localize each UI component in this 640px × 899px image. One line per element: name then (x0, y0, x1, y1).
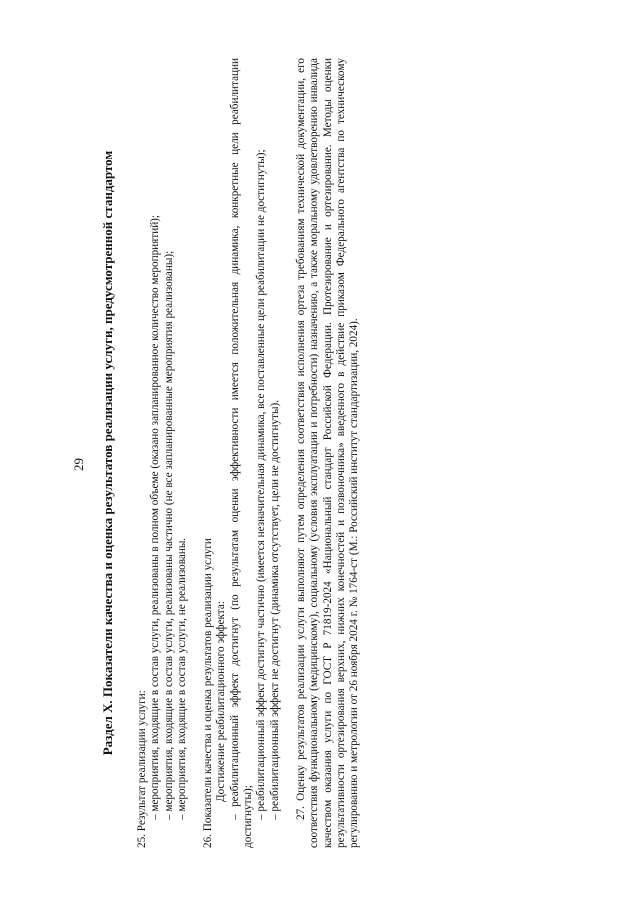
item-26-subheading: Достижение реабилитационного эффекта: (215, 601, 228, 802)
item-26-heading: 26. Показатели качества и оценка результатов реализации услуги (202, 538, 215, 848)
paragraph-gap (189, 58, 202, 848)
item-26-line: – реабилитационный эффект достигнут частично (имеется незначительная динамика, все поставленные цели реабилитации не достигнуты); (255, 149, 268, 820)
item-25-line: – мероприятия, входящие в состав услуги, реализованы в полном объеме (оказано запланированное количество мероприятий); (149, 214, 162, 820)
rotated-document-page (64, 58, 364, 848)
page-number: 29 (71, 458, 86, 471)
item-25-heading: 25. Результат реализации услуги: (136, 690, 148, 848)
section-title: Раздел X. Показатели качества и оценка результатов реализации услуги, предусмотренной стандартом (100, 150, 115, 756)
item-26-line: – реабилитационный эффект достигнут (по результатам оценки эффективности имеется положительная динамика, конкретные цели реабилитации достигнуты); (228, 58, 255, 848)
item-27-paragraph: 27. Оценку результатов реализации услуги выполняют путем определения соответствия исполнения ортеза требованиям технической документации, его соответствия функциональному (медицинскому), социальному (условия эксплуатации и потребности) назначению, а также моральному удовлетворению инвалида качеством оказания услуги по ГОСТ Р 71819-2024 «Национальный стандарт Российской Федерации. Протезирование и ортезирование. Методы оценки результативности ортезирования верхних, нижних конечностей и позвоночника» введенного в действие приказом Федерального агентства по техническому регулированию и метрологии от 26 ноября 2024 г. № 1764-ст (М.: Российский институт стандартизации, 2024). (294, 58, 361, 848)
item-26-line: – реабилитационный эффект не достигнут (динамика отсутствует, цели не достигнуты). (268, 400, 281, 820)
document-body (136, 58, 361, 848)
item-25-line: – мероприятия, входящие в состав услуги, не реализованы. (175, 537, 188, 820)
paragraph-gap (282, 58, 295, 848)
item-25-line: – мероприятия, входящие в состав услуги, реализованы частично (не все запланированные мероприятия реализованы); (162, 250, 175, 820)
